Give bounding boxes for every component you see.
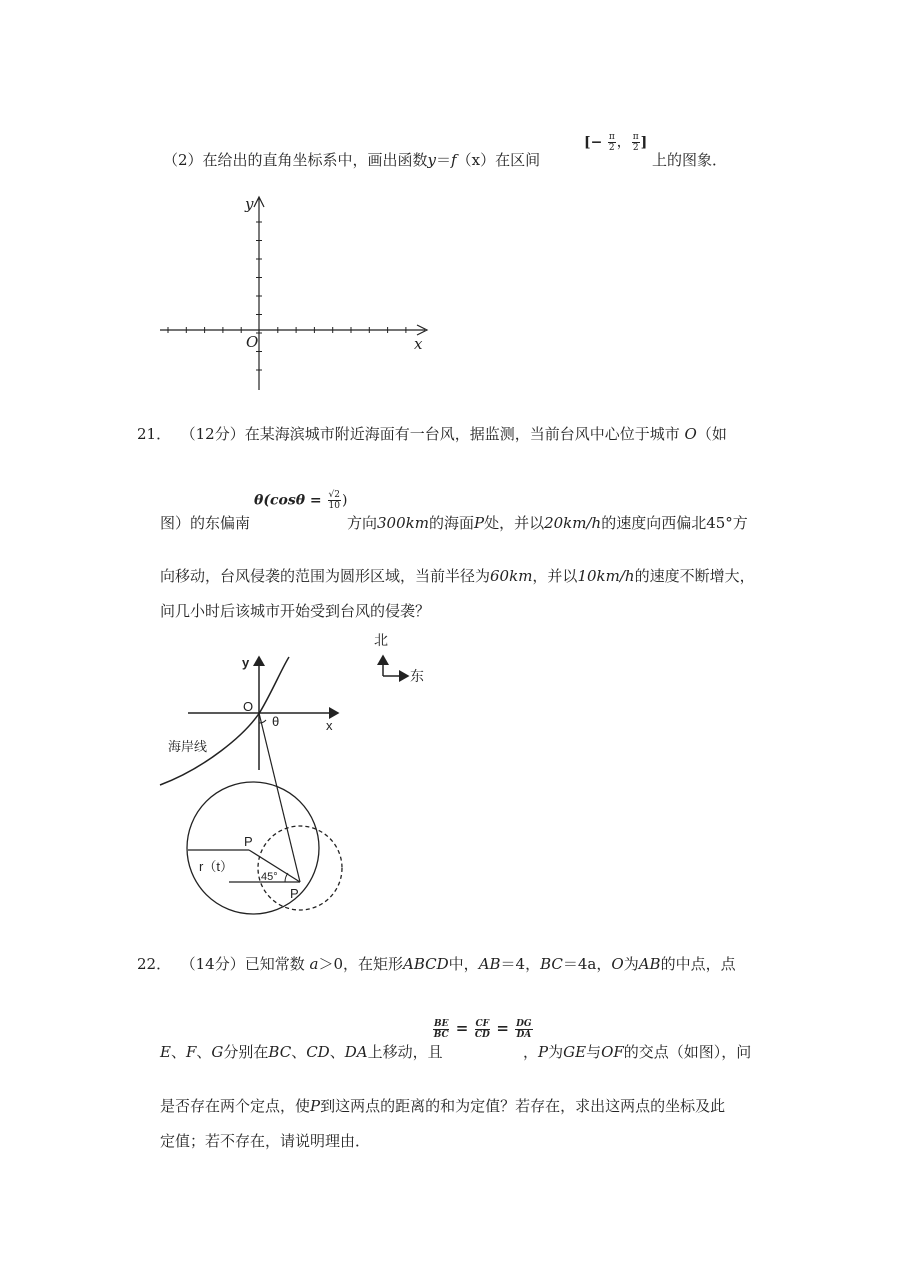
pi-2: π <box>632 132 639 142</box>
frac2-d: CD <box>474 1029 490 1040</box>
q21-number: 21． <box>137 425 172 443</box>
q21-speed-dir: 的速度向西偏北45°方 <box>601 514 748 532</box>
frac1-n: BE <box>434 1018 449 1029</box>
theta-close: ) <box>342 492 348 509</box>
q21-line2-start: 图）的东偏南 <box>160 514 251 532</box>
q21-line1 <box>137 424 727 444</box>
q21-fig-P2: P <box>290 886 299 901</box>
q21-city: O <box>684 425 697 443</box>
two-2: 2 <box>632 143 639 153</box>
q20-mid: 在区间 <box>495 151 541 169</box>
q20-suffix: 上的图象． <box>652 151 728 169</box>
q22-line2 <box>160 1042 443 1062</box>
q22-ABCD: ABCD <box>403 955 449 973</box>
q22-line3 <box>160 1096 725 1116</box>
q22-l2d: 与 <box>586 1043 602 1061</box>
q20-prefix: （2）在给出的直角坐标系中，画出函数 <box>163 151 428 169</box>
q22-l3: 是否存在两个定点，使 <box>160 1097 311 1115</box>
q21-fig-y: y <box>242 655 250 670</box>
q22-AB: AB <box>478 955 501 973</box>
q22-l2e: 的交点（如图），问 <box>623 1043 752 1061</box>
frac2-n: CF <box>475 1018 490 1029</box>
q20-interval <box>584 132 647 153</box>
frac3-n: DG <box>516 1018 532 1029</box>
q22-BC2: BC <box>268 1043 292 1061</box>
interval-frac-1 <box>608 132 616 153</box>
q21-speed2: 10km/h <box>577 567 635 585</box>
q21-line2-rest <box>347 513 748 533</box>
q22-P: P <box>538 1043 549 1061</box>
q22-BC: BC <box>540 955 563 973</box>
q20-func-eq: ＝ <box>436 151 452 169</box>
frac-eq-1: = <box>455 1019 469 1037</box>
q21-dist: 300km <box>377 514 429 532</box>
q20-axis-x-label: x <box>414 335 423 353</box>
interval-close: ] <box>640 134 648 151</box>
q22-l1b: ＞0，在矩形 <box>318 955 404 973</box>
q22-OF: OF <box>601 1043 624 1061</box>
frac-DG-DA <box>515 1019 533 1040</box>
q22-score: （14分） <box>180 955 245 973</box>
q22-l1a: 已知常数 <box>244 955 305 973</box>
q22-sep3: 、 <box>291 1043 307 1061</box>
q21-text1-end: （如 <box>696 425 727 443</box>
q20-axis-y-label: y <box>245 195 254 213</box>
q22-line1 <box>137 954 736 974</box>
q22-l2b: 上移动，且 <box>367 1043 443 1061</box>
q21-theta-expr <box>254 490 347 511</box>
q22-eq4a: ＝4a， <box>562 955 612 973</box>
q21-line3-a: 向移动，台风侵袭的范围为圆形区域，当前半径为 <box>160 567 491 585</box>
q20-func-x: （x） <box>456 151 496 169</box>
q21-at: 处，并以 <box>484 514 545 532</box>
q22-sep4: 、 <box>329 1043 345 1061</box>
q22-l1c: 中， <box>448 955 479 973</box>
q22-l1d: 为 <box>623 955 639 973</box>
q22-l2c: 为 <box>548 1043 564 1061</box>
interval-frac-2 <box>632 132 640 153</box>
q22-CD: CD <box>306 1043 330 1061</box>
q22-line4: 定值；若不存在，请说明理由． <box>160 1132 371 1150</box>
q21-fig-rt: r（t） <box>199 859 233 874</box>
q21-fig-east: 东 <box>410 668 424 684</box>
theta-expr: θ(cosθ = <box>254 492 322 509</box>
q22-line2-rest <box>523 1042 751 1062</box>
frac1-d: BC <box>433 1029 449 1040</box>
cos-frac <box>328 490 341 511</box>
q22-l3b: 到这两点的距离的和为定值？若存在，求出这两点的坐标及此 <box>320 1097 726 1115</box>
frac3-d: DA <box>516 1029 532 1040</box>
q21-fig-theta: θ <box>272 714 280 729</box>
q22-AB2: AB <box>638 955 661 973</box>
q21-line3-b: ，并以 <box>532 567 578 585</box>
sqrt2: √2 <box>328 490 340 500</box>
two-1: 2 <box>608 143 615 153</box>
q21-line4: 问几小时后该城市开始受到台风的侵袭？ <box>160 602 431 620</box>
q22-DA: DA <box>344 1043 368 1061</box>
q21-P: P <box>473 514 485 532</box>
frac-eq-2: = <box>496 1019 509 1037</box>
q20-origin-label: O <box>246 333 259 351</box>
q22-P2: P <box>310 1097 321 1115</box>
pi-1: π <box>608 132 615 142</box>
q22-sep2: 、 <box>196 1043 212 1061</box>
q22-eq4: ＝4， <box>500 955 541 973</box>
q22-O: O <box>611 955 624 973</box>
q22-l2a: 分别在 <box>223 1043 269 1061</box>
q22-comma: ， <box>523 1043 539 1061</box>
q21-direction: 方向 <box>347 514 378 532</box>
q21-speed: 20km/h <box>544 514 602 532</box>
q20-func-f: f <box>451 151 457 169</box>
q22-fractions <box>432 1018 534 1040</box>
q21-fig-coast: 海岸线 <box>168 739 208 754</box>
q21-line2 <box>160 513 250 533</box>
q21-sea: 的海面 <box>428 514 474 532</box>
q22-a: a <box>309 955 319 973</box>
q20-part2-line <box>163 150 540 170</box>
q21-fig-P1: P <box>244 834 253 849</box>
q21-fig-O: O <box>243 699 254 714</box>
q22-F: F <box>185 1043 197 1061</box>
interval-open: [− <box>584 134 603 151</box>
q21-radius: 60km <box>490 567 533 585</box>
q22-sep1: 、 <box>170 1043 186 1061</box>
q22-GE: GE <box>563 1043 587 1061</box>
interval-comma: ， <box>616 134 631 151</box>
q21-line3 <box>160 566 755 586</box>
frac-BE-BC <box>433 1019 449 1040</box>
q21-fig-x: x <box>326 718 333 733</box>
q21-score: （12分） <box>180 425 245 443</box>
q22-G: G <box>211 1043 224 1061</box>
q21-fig-north: 北 <box>374 632 388 648</box>
q22-E: E <box>160 1043 171 1061</box>
q21-fig-angle: 45° <box>261 871 278 883</box>
q22-l1e: 的中点，点 <box>660 955 736 973</box>
q20-func-y: y <box>427 151 437 169</box>
ten: 10 <box>328 501 340 511</box>
q21-line3-c: 的速度不断增大， <box>634 567 755 585</box>
q22-number: 22． <box>137 955 172 973</box>
frac-CF-CD <box>475 1019 491 1040</box>
q21-text1: 在某海滨城市附近海面有一台风，据监测，当前台风中心位于城市 <box>244 425 680 443</box>
